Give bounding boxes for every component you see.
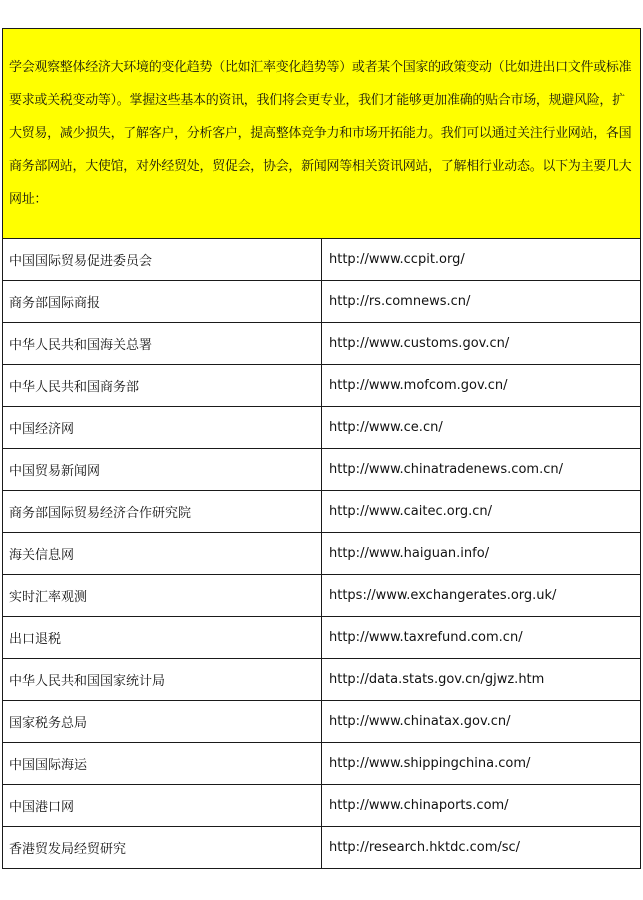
- site-name: 实时汇率观测: [3, 575, 322, 617]
- site-url: http://research.hktdc.com/sc/: [322, 827, 641, 869]
- site-name: 香港贸发局经贸研究: [3, 827, 322, 869]
- site-url: http://www.chinatax.gov.cn/: [322, 701, 641, 743]
- intro-cell: [3, 29, 641, 239]
- site-name: 中国国际海运: [3, 743, 322, 785]
- site-url: http://data.stats.gov.cn/gjwz.htm: [322, 659, 641, 701]
- table-row: [3, 365, 641, 407]
- site-name: 中国贸易新闻网: [3, 449, 322, 491]
- site-name: 中国国际贸易促进委员会: [3, 239, 322, 281]
- table-row: [3, 449, 641, 491]
- table-row: [3, 323, 641, 365]
- table-row: [3, 533, 641, 575]
- table-row: [3, 617, 641, 659]
- site-url: http://www.ccpit.org/: [322, 239, 641, 281]
- site-name: 中国港口网: [3, 785, 322, 827]
- table-row: [3, 743, 641, 785]
- site-url: http://www.shippingchina.com/: [322, 743, 641, 785]
- site-url: http://www.chinaports.com/: [322, 785, 641, 827]
- intro-row: [3, 29, 641, 239]
- site-name: 商务部国际商报: [3, 281, 322, 323]
- site-url: http://rs.comnews.cn/: [322, 281, 641, 323]
- site-name: 海关信息网: [3, 533, 322, 575]
- site-url: http://www.taxrefund.com.cn/: [322, 617, 641, 659]
- intro-text: 学会观察整体经济大环境的变化趋势（比如汇率变化趋势等）或者某个国家的政策变动（比如进出口文件或标准要求或关税变动等）。掌握这些基本的资讯，我们将会更专业，我们才能够更加准确的贴合市场，规避风险，扩大贸易，减少损失，了解客户，分析客户，提高整体竞争力和市场开拓能力。我们可以通过关注行业网站，各国商务部网站，大使馆，对外经贸处，贸促会，协会，新闻网等相关资讯网站，了解相行业动态。以下为主要几大网址：: [9, 60, 632, 207]
- table-row: [3, 407, 641, 449]
- site-name: 出口退税: [3, 617, 322, 659]
- site-name: 中华人民共和国海关总署: [3, 323, 322, 365]
- table-row: [3, 239, 641, 281]
- site-name: 国家税务总局: [3, 701, 322, 743]
- site-url: http://www.caitec.org.cn/: [322, 491, 641, 533]
- table-row: [3, 701, 641, 743]
- site-url: http://www.customs.gov.cn/: [322, 323, 641, 365]
- site-url: http://www.mofcom.gov.cn/: [322, 365, 641, 407]
- table-row: [3, 575, 641, 617]
- site-name: 中华人民共和国商务部: [3, 365, 322, 407]
- site-name: 中国经济网: [3, 407, 322, 449]
- table-row: [3, 785, 641, 827]
- table-row: [3, 659, 641, 701]
- website-table: [2, 28, 641, 869]
- table-row: [3, 281, 641, 323]
- site-url: http://www.haiguan.info/: [322, 533, 641, 575]
- site-name: 商务部国际贸易经济合作研究院: [3, 491, 322, 533]
- table-row: [3, 827, 641, 869]
- site-url: http://www.chinatradenews.com.cn/: [322, 449, 641, 491]
- site-name: 中华人民共和国国家统计局: [3, 659, 322, 701]
- site-url: https://www.exchangerates.org.uk/: [322, 575, 641, 617]
- table-row: [3, 491, 641, 533]
- site-url: http://www.ce.cn/: [322, 407, 641, 449]
